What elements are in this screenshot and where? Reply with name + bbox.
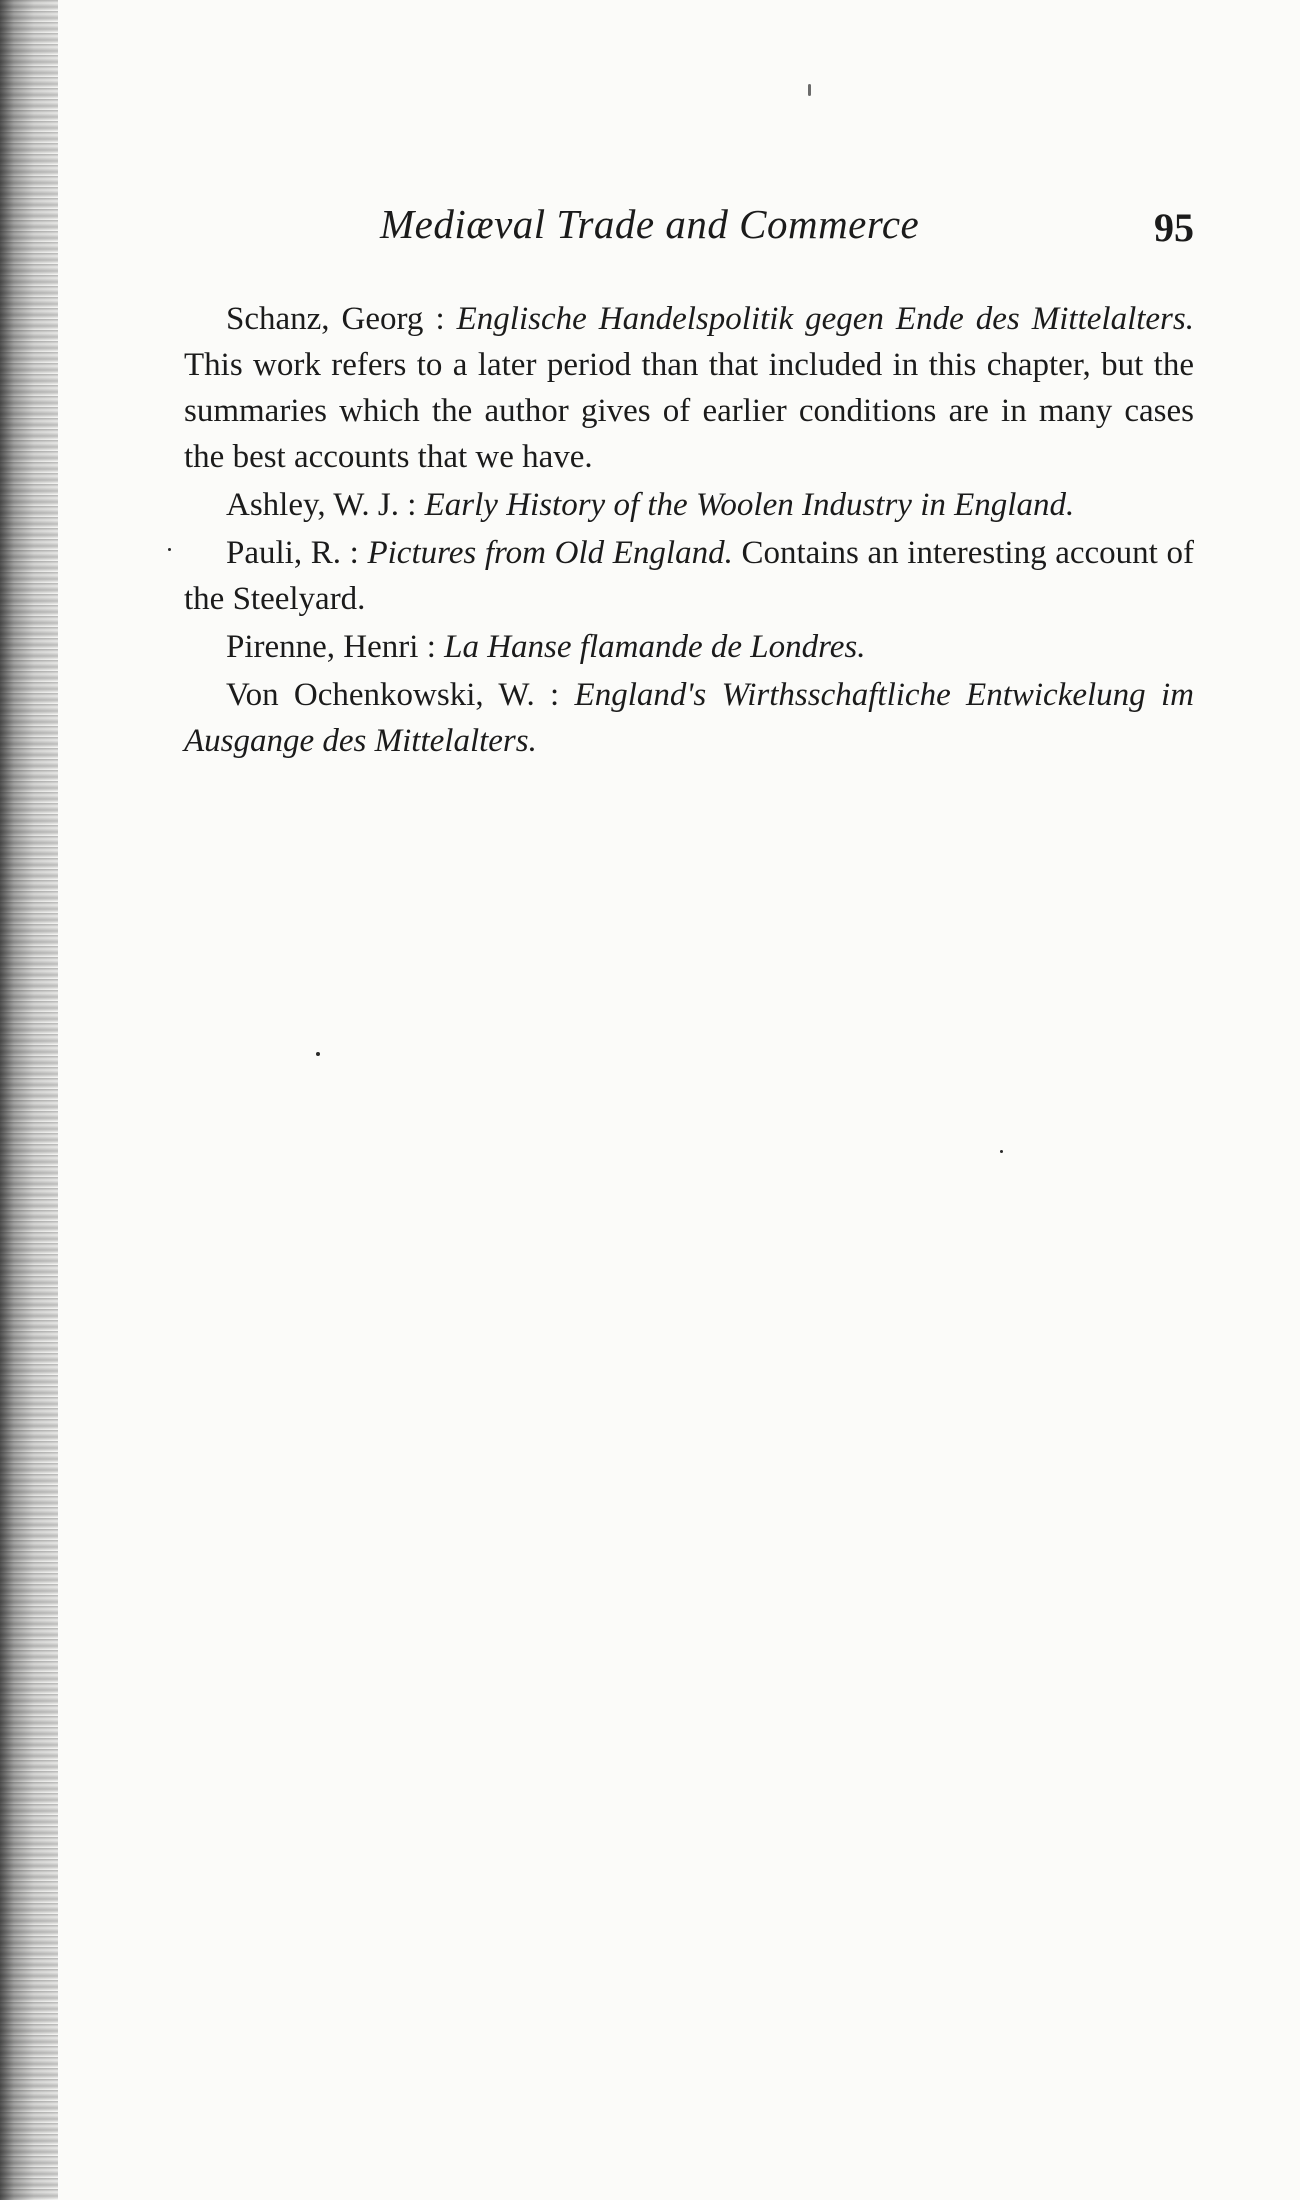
entry-author: Pauli, R. :	[226, 535, 368, 571]
running-title: Mediæval Trade and Commerce	[380, 201, 920, 247]
entry-note: This work refers to a later period than that included in this chapter, but the summaries which the author gives of earlier conditions are in many cases the best accounts that we have.	[184, 347, 1194, 475]
bibliography-entry	[184, 296, 1194, 480]
page-number: 95	[1154, 205, 1194, 250]
entry-author: Von Ochenkowski, W. :	[226, 677, 575, 713]
ink-speck	[808, 84, 811, 96]
page-header	[184, 200, 1194, 270]
entry-title: Pictures from Old England.	[367, 535, 733, 571]
ink-speck	[168, 548, 171, 551]
entry-author: Schanz, Georg :	[226, 301, 457, 337]
ink-speck	[1000, 1150, 1003, 1153]
entry-note: Contains an interesting account of the Steelyard.	[184, 535, 1194, 617]
bibliography	[184, 296, 1194, 766]
bibliography-entry	[184, 482, 1194, 528]
entry-title: Early History of the Woolen Industry in England.	[424, 487, 1075, 523]
bibliography-entry	[184, 624, 1194, 670]
entry-title: La Hanse flamande de Londres.	[444, 629, 866, 665]
entry-title: England's Wirthsschaftliche Entwickelung im Ausgange des Mittelalters.	[184, 677, 1194, 759]
entry-author: Ashley, W. J. :	[226, 487, 425, 523]
entry-author: Pirenne, Henri :	[226, 629, 445, 665]
bibliography-entry	[184, 530, 1194, 622]
ink-speck	[316, 1052, 320, 1056]
bibliography-entry	[184, 672, 1194, 764]
page-binding-shadow	[0, 0, 58, 2200]
entry-title: Englische Handelspolitik gegen Ende des Mittelalters.	[456, 301, 1194, 337]
